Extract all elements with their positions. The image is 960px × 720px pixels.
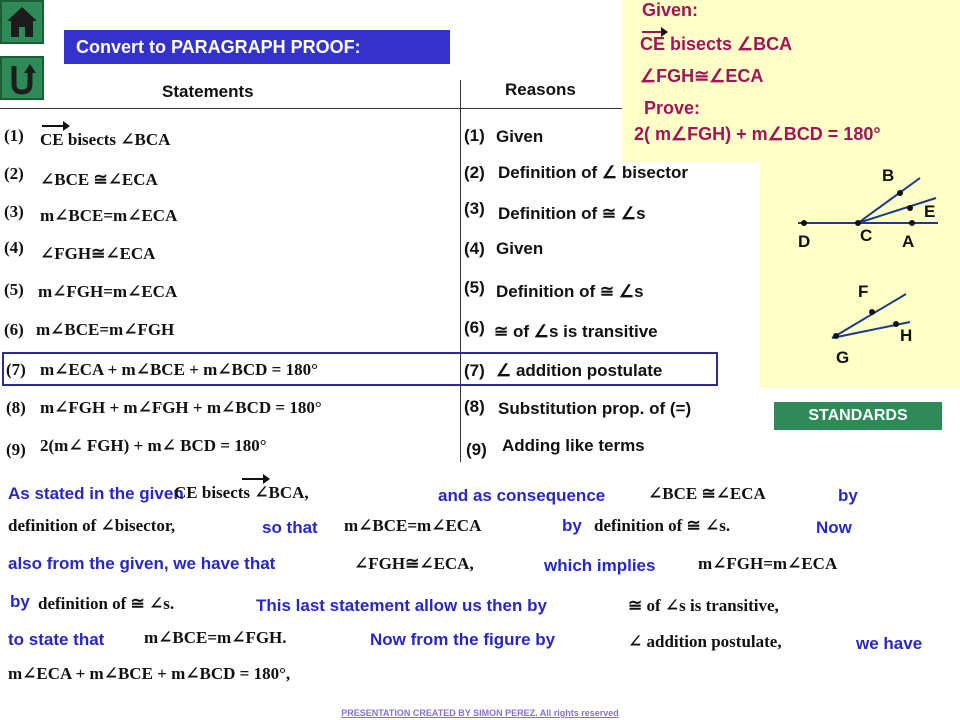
reason-3: Definition of ≅ ∠s xyxy=(498,204,646,223)
paragraph-math: m∠ECA + m∠BCE + m∠BCD = 180°, xyxy=(8,664,291,683)
column-divider xyxy=(460,80,461,462)
statements-header: Statements xyxy=(162,82,254,101)
reasons-header: Reasons xyxy=(505,80,576,99)
point-label-d: D xyxy=(798,232,811,251)
paragraph-math: m∠FGH=m∠ECA xyxy=(698,554,838,573)
reason-9: Adding like terms xyxy=(502,436,645,455)
paragraph-math: definition of ≅ ∠s. xyxy=(594,516,731,535)
reason-num-9: (9) xyxy=(466,440,487,459)
paragraph-math: ∠BCE ≅∠ECA xyxy=(648,484,766,503)
reason-num-3: (3) xyxy=(464,199,485,218)
reason-num-1: (1) xyxy=(464,126,485,145)
back-button[interactable] xyxy=(0,56,44,100)
point-label-c: C xyxy=(860,226,873,245)
given-line-2: ∠FGH≅∠ECA xyxy=(640,66,764,86)
paragraph-text: which implies xyxy=(544,556,656,575)
home-icon xyxy=(2,2,42,42)
point-label-g: G xyxy=(836,348,850,367)
reason-5: Definition of ≅ ∠s xyxy=(496,282,644,301)
reason-num-4: (4) xyxy=(464,239,485,258)
statement-6: m∠BCE=m∠FGH xyxy=(36,320,175,339)
given-panel xyxy=(622,0,960,162)
u-turn-icon xyxy=(2,58,42,98)
page-title: Convert to PARAGRAPH PROOF: xyxy=(64,30,450,64)
statement-9: 2(m∠ FGH) + m∠ BCD = 180° xyxy=(40,436,267,455)
paragraph-math: CE bisects ∠BCA, xyxy=(174,483,309,502)
statement-num-6: (6) xyxy=(4,320,24,339)
given-line-1: CE bisects ∠BCA xyxy=(640,34,793,54)
statement-num-1: (1) xyxy=(4,126,24,145)
paragraph-text: by xyxy=(10,592,30,611)
paragraph-math: m∠BCE=m∠ECA xyxy=(344,516,482,535)
statement-1: CE bisects ∠BCA xyxy=(40,130,171,149)
statement-7: m∠ECA + m∠BCE + m∠BCD = 180° xyxy=(40,360,318,379)
header-divider xyxy=(0,108,632,109)
reason-1: Given xyxy=(496,127,544,146)
reason-num-5: (5) xyxy=(464,278,485,297)
paragraph-text: This last statement allow us then by xyxy=(256,596,547,615)
point-label-a: A xyxy=(902,232,915,251)
prove-statement: 2( m∠FGH) + m∠BCD = 180° xyxy=(634,124,881,144)
reason-2: Definition of ∠ bisector xyxy=(498,163,688,182)
footer-credit[interactable]: PRESENTATION CREATED BY SIMON PEREZ. All rights reserved xyxy=(341,708,619,718)
statement-2: ∠BCE ≅∠ECA xyxy=(40,170,158,189)
reason-num-7: (7) xyxy=(464,361,485,380)
reason-8: Substitution prop. of (=) xyxy=(498,399,692,418)
paragraph-math: definition of ∠bisector, xyxy=(8,516,176,535)
ray-overline xyxy=(642,31,666,33)
reason-num-2: (2) xyxy=(464,163,485,182)
figure-panel xyxy=(760,162,960,388)
paragraph-text: As stated in the given xyxy=(8,484,184,503)
paragraph-text: we have xyxy=(856,634,923,653)
paragraph-math: definition of ≅ ∠s. xyxy=(38,594,175,613)
reason-num-8: (8) xyxy=(464,397,485,416)
point-label-e: E xyxy=(924,202,936,221)
point-label-h: H xyxy=(900,326,913,345)
statement-3: m∠BCE=m∠ECA xyxy=(40,206,178,225)
point-label-b: B xyxy=(882,166,895,185)
statement-4: ∠FGH≅∠ECA xyxy=(40,244,156,263)
ray-overline xyxy=(242,478,268,480)
reason-4: Given xyxy=(496,239,544,258)
standards-button[interactable]: STANDARDS xyxy=(774,402,942,430)
statement-8: m∠FGH + m∠FGH + m∠BCD = 180° xyxy=(40,398,322,417)
paragraph-text: by xyxy=(838,486,858,505)
point-label-f: F xyxy=(858,282,869,301)
paragraph-text: and as consequence xyxy=(438,486,606,505)
given-label: Given: xyxy=(642,0,699,20)
home-button[interactable] xyxy=(0,0,44,44)
paragraph-text: to state that xyxy=(8,630,105,649)
reason-6: ≅ of ∠s is transitive xyxy=(494,322,658,341)
reason-num-6: (6) xyxy=(464,318,485,337)
angle-figure xyxy=(760,162,960,388)
reason-7: ∠ addition postulate xyxy=(496,361,663,380)
statement-num-4: (4) xyxy=(4,238,24,257)
prove-label: Prove: xyxy=(644,98,701,118)
paragraph-math: ≅ of ∠s is transitive, xyxy=(628,596,779,615)
statement-num-8: (8) xyxy=(6,398,26,417)
paragraph-math: m∠BCE=m∠FGH. xyxy=(144,628,287,647)
statement-num-9: (9) xyxy=(6,440,26,459)
statement-5: m∠FGH=m∠ECA xyxy=(38,282,178,301)
statement-num-3: (3) xyxy=(4,202,24,221)
paragraph-math: ∠FGH≅∠ECA, xyxy=(354,554,474,573)
statement-num-7: (7) xyxy=(6,360,26,379)
paragraph-text: Now from the figure by xyxy=(370,630,556,649)
ray-overline xyxy=(42,125,68,127)
paragraph-text: also from the given, we have that xyxy=(8,554,276,573)
paragraph-math: ∠ addition postulate, xyxy=(628,632,782,651)
paragraph-text: Now xyxy=(816,518,852,537)
statement-num-5: (5) xyxy=(4,280,24,299)
statement-num-2: (2) xyxy=(4,164,24,183)
paragraph-text: so that xyxy=(262,518,318,537)
paragraph-text: by xyxy=(562,516,582,535)
